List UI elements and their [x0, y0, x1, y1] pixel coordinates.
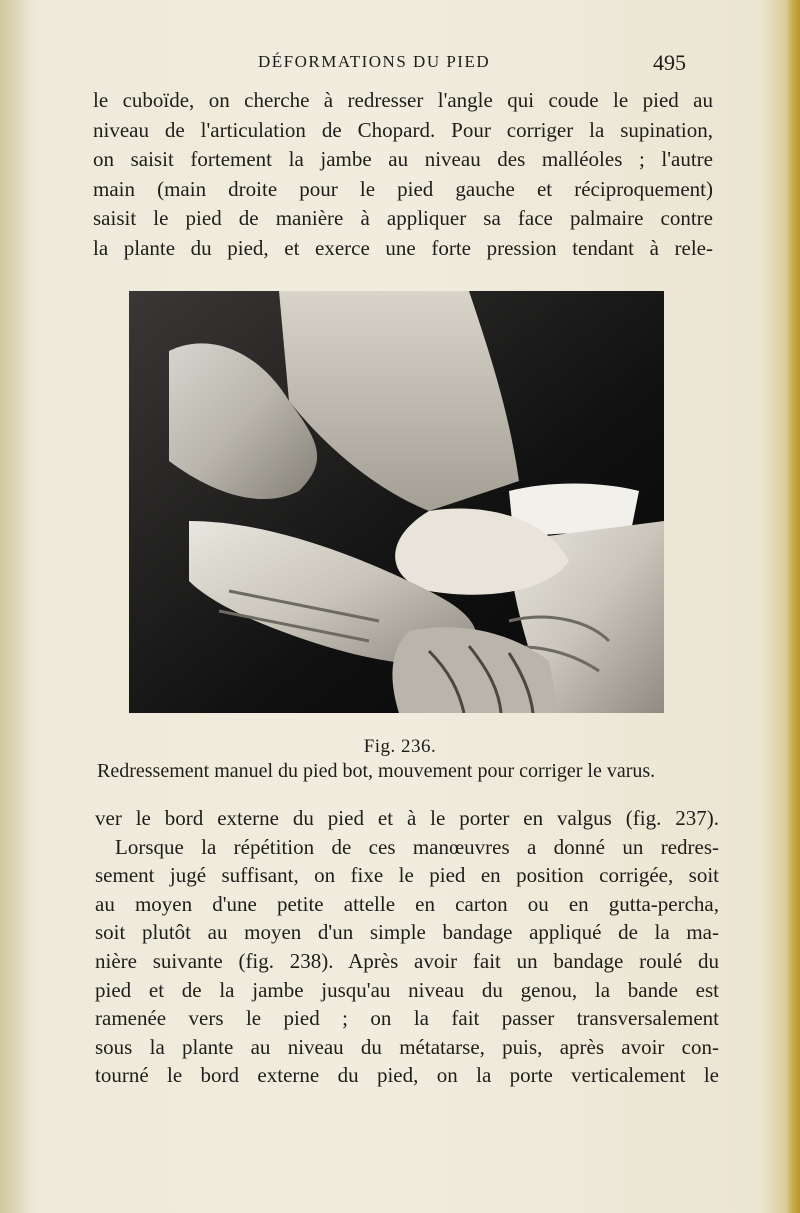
page-number: 495	[653, 50, 686, 75]
figure-number: Fig. 236.	[363, 736, 437, 757]
page-spine-shadow	[0, 0, 30, 1213]
text-line: Lorsque la répétition de ces manœuvres a donné un redres-	[115, 834, 719, 859]
paragraph-bottom	[95, 804, 719, 1090]
text-line: soit plutôt au moyen d'un simple bandage appliqué de la ma-	[95, 920, 719, 945]
text-line: on saisit fortement la jambe au niveau des malléoles ; l'autre	[93, 147, 713, 171]
text-line: sous la plante au niveau du métatarse, puis, après avoir con-	[95, 1034, 719, 1059]
text-line: tourné le bord externe du pied, on la porte verticalement le	[95, 1063, 719, 1088]
text-line: pied et de la jambe jusqu'au niveau du genou, la bande est	[95, 977, 719, 1002]
hands-and-foot-illustration	[129, 291, 664, 713]
text-line: au moyen d'une petite attelle en carton ou en gutta-percha,	[95, 891, 719, 916]
text-line: le cuboïde, on cherche à redresser l'angle qui coude le pied au	[93, 88, 713, 112]
running-title: DÉFORMATIONS DU PIED	[258, 52, 491, 71]
text-line: ramenée vers le pied ; on la fait passer transversalement	[95, 1006, 719, 1031]
paragraph-top	[93, 86, 713, 263]
page-edge	[786, 0, 800, 1213]
text-line: sement jugé suffisant, on fixe le pied en position corrigée, soit	[95, 863, 719, 888]
text-line: saisit le pied de manière à appliquer sa face palmaire contre	[93, 206, 713, 230]
text-line: ver le bord externe du pied et à le porter en valgus (fig. 237).	[95, 806, 719, 830]
text-line: niveau de l'articulation de Chopard. Pour corriger la supination,	[93, 117, 713, 142]
figure-photograph	[129, 291, 664, 713]
text-line: nière suivante (fig. 238). Après avoir fait un bandage roulé du	[95, 948, 719, 973]
figure-caption: Redressement manuel du pied bot, mouvement pour corriger le varus.	[97, 760, 656, 782]
text-line: main (main droite pour le pied gauche et réciproquement)	[93, 176, 713, 201]
text-line: la plante du pied, et exerce une forte pression tendant à rele-	[93, 235, 713, 260]
running-header	[0, 52, 800, 82]
